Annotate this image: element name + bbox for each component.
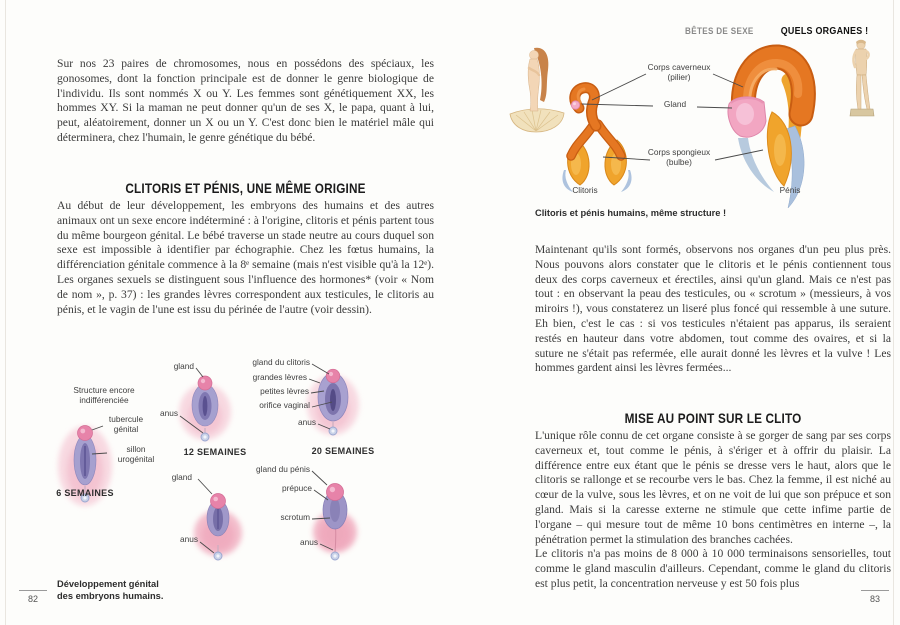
folio-number: 82: [27, 594, 38, 604]
label-line: tubercule: [108, 414, 144, 424]
label-grandes-levres: grandes lèvres: [252, 372, 307, 382]
embryo-20-weeks-male-figure: [313, 484, 357, 561]
intro-paragraph: Sur nos 23 paires de chromosomes, nous en possédons des spéciaux, les gonosomes, dont la fonction principale est de donner le genre biologique de l'individu. Ils sont nommés X ou Y. Les femmes sont génétiquement XX, les hommes XY. Si la maman ne peut donner qu'un de ses X, le papa, quant à lui, peut, aléatoirement, donner un X ou un Y. C'est donc bien le matériel mâle qui déterminera, chez l'humain, le genre génétique du bébé.: [57, 57, 434, 144]
label-gland-12w: gland: [173, 361, 194, 371]
page-number-right: [861, 590, 889, 604]
label-petites-levres: petites lèvres: [260, 386, 309, 396]
page-number-left: [19, 590, 47, 604]
paragraph-observation: Maintenant qu'ils sont formés, observons nos organes d'un peu plus près. Nous pouvons alors constater que le clitoris et le pénis contiennent tous deux des corps caverneux et érectiles, ainsi qu'un gland. Mais ce n'est pas tout : en observant la peau des testicules, ou « scrotum » (messieurs, à vos miroirs !), vous constaterez un liseré plus foncé qui ressemble à une suture. Eh bien, c'est le cas : si vos testicules n'étaient pas apparus, ils seraient restés en hauteur dans votre abdomen, tout comme des ovaires, et si la suture ne s'était pas refermée, elle aurait donné les lèvres et la vulve ! Les hommes gardent ainsi les lèvres fermées...: [535, 243, 891, 375]
label-scrotum: scrotum: [280, 512, 310, 522]
venus-illustration: [510, 48, 564, 132]
label-gland-du-clitoris: gland du clitoris: [252, 357, 310, 367]
david-statue-illustration: [850, 40, 874, 116]
folio-rule: [861, 590, 889, 591]
label-anus-12w-male: anus: [180, 534, 198, 544]
label-sillon-urogenital: [108, 445, 164, 465]
stage-label-12-weeks: 12 SEMAINES: [183, 447, 247, 457]
label-gland-du-penis: gland du pénis: [256, 464, 310, 474]
stage-label-20-weeks: 20 SEMAINES: [311, 446, 375, 456]
chapter-title: QUELS ORGANES !: [780, 25, 869, 37]
embryo-12-weeks-female-figure: [179, 376, 231, 441]
label-line: (bulbe): [666, 156, 692, 167]
label-anus-20w: anus: [298, 417, 316, 427]
label-clitoris: Clitoris: [572, 185, 598, 195]
embryo-12-weeks-male-figure: [194, 494, 242, 561]
body-paragraph-origine: Au début de leur développement, les embryons des humains et des autres animaux ont un sexe encore indéterminé : à l'origine, clitoris et pénis partent tous du même bourgeon génital. Le bébé traverse un stade neutre au cours duquel son sexe est impossible à identifier par échographie. Chez les fœtus humains, la différenciation génitale commence à la 8ᵉ semaine (mais n'est visible qu'à la 12ᵉ). Les organes sexuels se distinguent sous l'influence des hormones* (voir « Nom de nom », p. 37) : les grandes lèvres correspondent aux testicules, le clitoris au pénis, et le vagin de l'une est issu du périnée de l'autre (voir dessin).: [57, 199, 434, 316]
label-line: sillon: [126, 444, 146, 454]
caption-line: Développement génital: [57, 579, 159, 589]
label-line: génital: [113, 423, 139, 434]
label-line: Corps spongieux: [647, 147, 711, 157]
label-line: (pilier): [667, 71, 691, 82]
label-structure-indifferenciee: [56, 386, 152, 406]
label-penis: Pénis: [779, 185, 801, 195]
label-line: Corps caverneux: [647, 62, 711, 72]
label-corps-spongieux: [641, 148, 717, 168]
folio-number: 83: [869, 594, 880, 604]
running-header: [679, 25, 876, 37]
label-tubercule-genital: [100, 415, 152, 435]
section-heading-origine: CLITORIS ET PÉNIS, UNE MÊME ORIGINE: [125, 180, 366, 196]
clito-paragraphs: [535, 429, 891, 592]
folio-rule: [19, 590, 47, 591]
book-title: BÊTES DE SEXE: [685, 26, 754, 37]
left-page-edge: [5, 0, 6, 625]
paragraph-terminaisons: Le clitoris n'a pas moins de 8 000 à 10 000 terminaisons sensorielles, tout comme le gland masculin d'ailleurs. Cependant, comme le gland du clitoris est plus petit, la concentration nerveuse y est 50 fois plus: [535, 547, 891, 590]
label-anus-20w-male: anus: [300, 537, 318, 547]
embryo-figure-caption: [57, 579, 197, 602]
stage-label-6-weeks: 6 SEMAINES: [56, 488, 114, 498]
label-prepuce: prépuce: [282, 483, 312, 493]
label-corps-caverneux: [641, 63, 717, 83]
clitoris-illustration: [562, 88, 631, 192]
label-line: indifférenciée: [79, 394, 129, 405]
organs-figure-caption: Clitoris et pénis humains, même structure !: [535, 208, 727, 218]
label-line: Structure encore: [73, 385, 135, 395]
paragraph-role: L'unique rôle connu de cet organe consiste à se gorger de sang par ses corps caverneux et, tout comme le pénis, à s'ériger et à offrir du plaisir. La différence entre eux étant que le pénis se dresse vers le haut, alors que le clitoris se rallonge et se recourbe vers le bas. Chez la femme, il est niché au cœur de la vulve, sous les lèvres, et on ne voit de lui que son prépuce et son gland. Mais si la caresse externe ne stimule que cette infime partie de l'organe – qui mesure tout de même 10 bons centimètres en interne –, la pénétration permet la stimulation des branches cachées.: [535, 429, 891, 546]
label-anus-12w: anus: [160, 408, 178, 418]
label-gland-organs: Gland: [663, 99, 687, 109]
section-heading-clito: MISE AU POINT SUR LE CLITO: [624, 410, 802, 426]
caption-line: des embryons humains.: [57, 590, 164, 601]
label-line: urogénital: [117, 453, 155, 464]
label-orifice-vaginal: orifice vaginal: [259, 400, 310, 410]
label-gland-12w-male: gland: [171, 472, 192, 482]
